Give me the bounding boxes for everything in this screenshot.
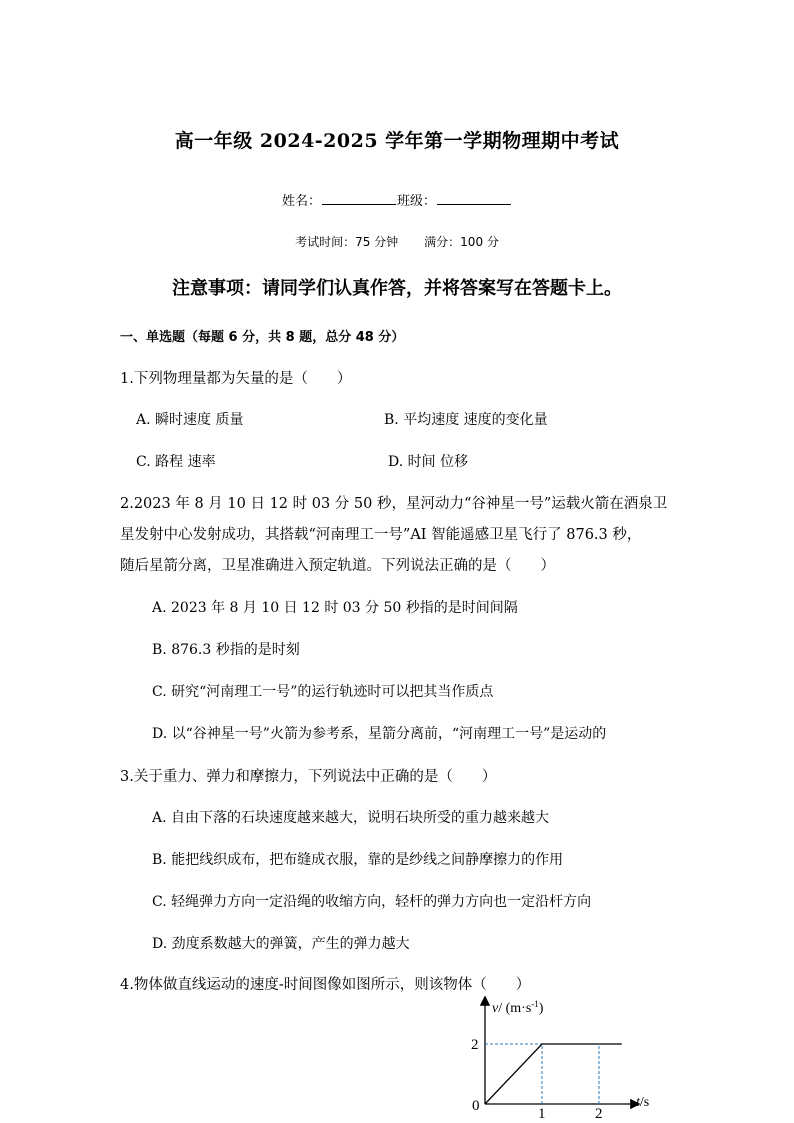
x-tick-label: 1 xyxy=(538,1106,546,1122)
q3-option-d: D. 劲度系数越大的弹簧，产生的弹力越大 xyxy=(152,936,410,952)
q2-stem-line3: 随后星箭分离，卫星准确进入预定轨道。下列说法正确的是（ ） xyxy=(120,558,555,574)
velocity-time-graph xyxy=(460,996,660,1123)
q1-option-b: B. 平均速度 速度的变化量 xyxy=(384,412,548,428)
q1-option-a: A. 瞬时速度 质量 xyxy=(136,412,244,428)
time-label: 考试时间：75 分钟 xyxy=(295,235,399,249)
x-tick-label: 2 xyxy=(595,1106,603,1122)
q2-option-d: D. 以“谷神星一号”火箭为参考系，星箭分离前，“河南理工一号”是运动的 xyxy=(152,726,607,742)
y-axis-label: v/ $(m\cdot s^{-1})$ xyxy=(492,999,544,1016)
q3-option-c: C. 轻绳弹力方向一定沿绳的收缩方向，轻杆的弹力方向也一定沿杆方向 xyxy=(152,894,592,910)
q1-option-d: D. 时间 位移 xyxy=(388,454,469,470)
class-label: 班级： xyxy=(397,194,437,209)
q2-option-a: A. 2023 年 8 月 10 日 12 时 03 分 50 秒指的是时间间隔 xyxy=(152,600,518,616)
origin-label: 0 xyxy=(472,1098,480,1114)
name-blank[interactable] xyxy=(322,192,396,205)
exam-meta xyxy=(0,233,794,250)
q1-stem: 1.下列物理量都为矢量的是（ ） xyxy=(120,371,352,387)
q2-option-c: C. 研究“河南理工一号”的运行轨迹时可以把其当作质点 xyxy=(152,684,494,700)
q3-option-a: A. 自由下落的石块速度越来越大，说明石块所受的重力越来越大 xyxy=(152,810,550,826)
y-tick-label: 2 xyxy=(471,1037,479,1053)
velocity-line-1 xyxy=(485,1044,622,1104)
q3-stem: 3.关于重力、弹力和摩擦力，下列说法中正确的是（ ） xyxy=(120,769,497,785)
student-info xyxy=(0,190,794,209)
q2-stem-line2: 星发射中心发射成功，其搭载“河南理工一号”AI 智能遥感卫星飞行了 876.3 秒， xyxy=(120,527,642,543)
q3-option-b: B. 能把线织成布，把布缝成衣服，靠的是纱线之间静摩擦力的作用 xyxy=(152,852,564,868)
notice-text: 注意事项：请同学们认真作答，并将答案写在答题卡上。 xyxy=(172,278,622,299)
section-heading: 一、单选题（每题 6 分，共 8 题，总分 48 分） xyxy=(120,330,405,345)
x-axis-label: t/s xyxy=(636,1095,650,1110)
class-blank[interactable] xyxy=(437,192,511,205)
exam-title: 高一年级 2024-2025 学年第一学期物理期中考试 xyxy=(174,130,620,152)
q2-option-b: B. 876.3 秒指的是时刻 xyxy=(152,642,300,658)
name-label: 姓名： xyxy=(281,194,321,209)
q1-option-c: C. 路程 速率 xyxy=(136,454,216,470)
score-label: 满分：100 分 xyxy=(424,235,499,249)
q4-stem: 4.物体做直线运动的速度-时间图像如图所示，则该物体（ ） xyxy=(120,977,531,993)
q2-stem-line1: 2.2023 年 8 月 10 日 12 时 03 分 50 秒，星河动力“谷神星一号”运载火箭在酒泉卫 xyxy=(120,496,668,512)
